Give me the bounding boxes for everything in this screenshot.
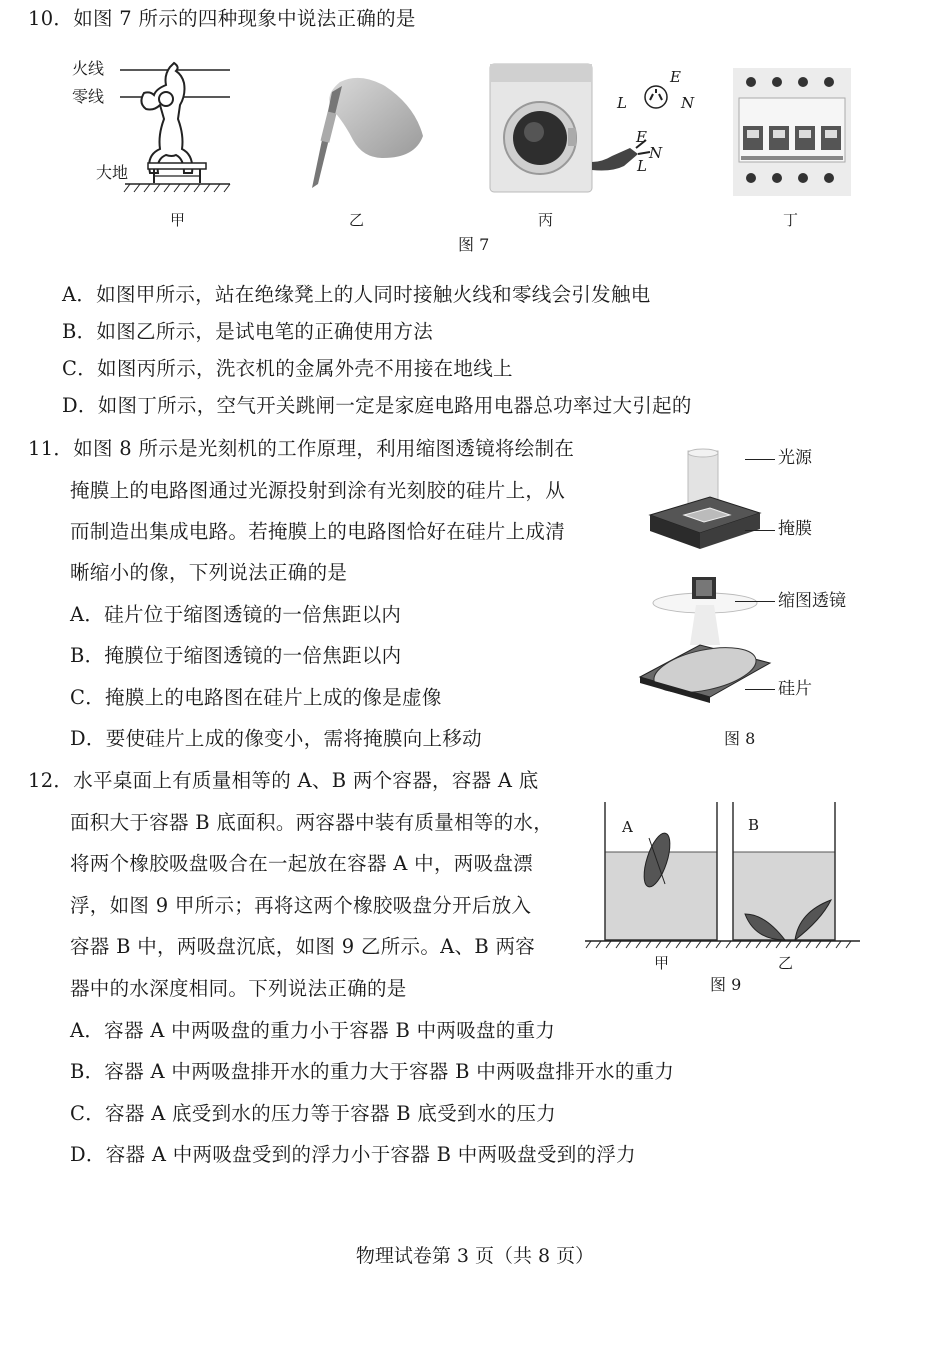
q11-stem-line-2: 掩膜上的电路图通过光源投射到涂有光刻胶的硅片上，从 (70, 479, 566, 502)
q11-stem-line-3: 而制造出集成电路。若掩膜上的电路图恰好在硅片上成清 (70, 520, 566, 543)
q12-stem-line-1: 12．水平桌面上有质量相等的 A、B 两个容器，容器 A 底 (28, 769, 539, 792)
socket-n-label: N (681, 94, 695, 112)
fig7-caption-yi: 乙 (349, 211, 365, 229)
leader-mask (745, 530, 775, 531)
figure-9-caption: 图 9 (710, 975, 742, 994)
leader-wafer (745, 689, 775, 690)
q11-option-a: A．硅片位于缩图透镜的一倍焦距以内 (70, 603, 402, 626)
plug-n-label: N (649, 144, 663, 162)
leader-lens (735, 601, 775, 602)
socket-e-label: E (670, 68, 681, 86)
plug-e-label: E (636, 128, 647, 146)
q12-option-d: D．容器 A 中两吸盘受到的浮力小于容器 B 中两吸盘受到的浮力 (70, 1143, 636, 1166)
figure-7-yi-test-pen (300, 72, 425, 194)
live-wire-label: 火线 (72, 59, 105, 78)
fig9-caption-jia: 甲 (654, 954, 670, 972)
figure-8-lithography (630, 445, 780, 715)
q10-stem: 10．如图 7 所示的四种现象中说法正确的是 (28, 7, 416, 30)
fig9-caption-yi: 乙 (778, 954, 794, 972)
figure-7-caption: 图 7 (458, 235, 490, 254)
q10-option-c: C．如图丙所示，洗衣机的金属外壳不用接在地线上 (62, 357, 513, 380)
q10-option-b: B．如图乙所示，是试电笔的正确使用方法 (62, 320, 434, 343)
q11-option-d: D．要使硅片上成的像变小，需将掩膜向上移动 (70, 727, 482, 750)
container-b-label: B (748, 816, 760, 834)
figure-8-caption: 图 8 (724, 729, 756, 748)
mask-label: 掩膜 (778, 519, 812, 539)
container-a-label: A (622, 818, 633, 836)
q10-option-d: D．如图丁所示，空气开关跳闸一定是家庭电路用电器总功率过大引起的 (62, 394, 692, 417)
figure-7-bing-washer (488, 62, 698, 197)
q12-option-b: B．容器 A 中两吸盘排开水的重力大于容器 B 中两吸盘排开水的重力 (70, 1060, 675, 1083)
figure-7-ding-breaker (733, 68, 851, 196)
lens-label: 缩图透镜 (778, 591, 846, 611)
socket-l-label: L (617, 94, 627, 112)
q12-stem-line-2: 面积大于容器 B 底面积。两容器中装有质量相等的水， (70, 811, 554, 834)
q12-stem-line-3: 将两个橡胶吸盘吸合在一起放在容器 A 中，两吸盘漂 (70, 852, 533, 875)
fig7-caption-jia: 甲 (170, 211, 186, 229)
q12-stem-line-4: 浮，如图 9 甲所示；再将这两个橡胶吸盘分开后放入 (70, 894, 532, 917)
q12-stem-line-6: 器中的水深度相同。下列说法正确的是 (70, 977, 407, 1000)
fig7-caption-ding: 丁 (783, 211, 799, 229)
neutral-wire-label: 零线 (72, 87, 105, 106)
q10-option-a: A．如图甲所示，站在绝缘凳上的人同时接触火线和零线会引发触电 (62, 283, 651, 306)
q12-option-a: A．容器 A 中两吸盘的重力小于容器 B 中两吸盘的重力 (70, 1019, 556, 1042)
leader-light (745, 459, 775, 460)
plug-l-label: L (637, 157, 647, 175)
q11-stem-line-4: 晰缩小的像，下列说法正确的是 (70, 561, 348, 584)
light-source-label: 光源 (778, 448, 812, 468)
q11-stem-line-1: 11．如图 8 所示是光刻机的工作原理，利用缩图透镜将绘制在 (28, 437, 575, 460)
q11-option-c: C．掩膜上的电路图在硅片上成的像是虚像 (70, 686, 442, 709)
wafer-label: 硅片 (778, 679, 812, 699)
q12-stem-line-5: 容器 B 中，两吸盘沉底，如图 9 乙所示。A、B 两容 (70, 935, 536, 958)
q12-option-c: C．容器 A 底受到水的压力等于容器 B 底受到水的压力 (70, 1102, 557, 1125)
ground-label: 大地 (96, 163, 129, 182)
q11-option-b: B．掩膜位于缩图透镜的一倍焦距以内 (70, 644, 402, 667)
page-footer: 物理试卷第 3 页（共 8 页） (355, 1245, 595, 1267)
fig7-caption-bing: 丙 (538, 211, 554, 229)
